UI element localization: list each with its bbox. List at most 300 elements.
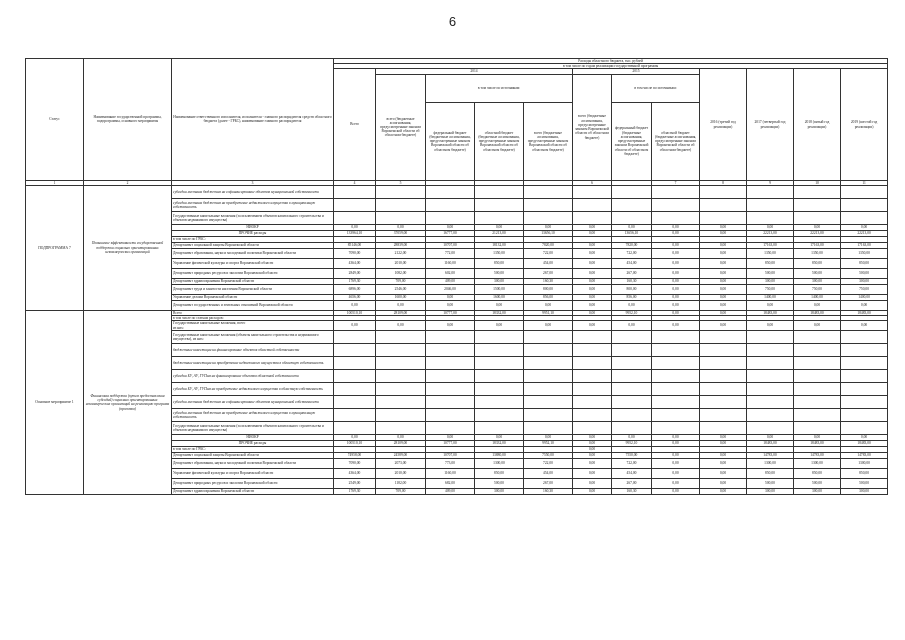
value-cell: 22213,00	[794, 230, 841, 236]
value-cell: 0,00	[426, 224, 475, 230]
header-2015-own: всего (бюджетные ассигнования, предусмотренные законом Воронежской области об областном бюджете)	[573, 74, 612, 180]
value-cell: 0,00	[700, 294, 747, 300]
value-cell: 1769,30	[334, 278, 376, 284]
value-cell: 160,30	[524, 278, 573, 284]
value-cell-empty	[334, 382, 376, 395]
value-cell: 0,00	[841, 300, 888, 310]
value-cell: 267,00	[612, 268, 652, 278]
value-cell: 0,00	[612, 224, 652, 230]
value-cell-empty	[334, 343, 376, 356]
value-cell: 454,00	[524, 258, 573, 268]
value-cell: 28109,00	[376, 440, 426, 446]
header-total: Всего	[334, 69, 376, 180]
value-cell-empty	[524, 395, 573, 408]
col-num: 6	[573, 180, 612, 185]
value-cell: 1300,00	[841, 458, 888, 468]
value-cell: 0,00	[573, 321, 612, 330]
value-cell: 4656,00	[334, 294, 376, 300]
value-cell: 0,00	[573, 268, 612, 278]
value-cell: 0,00	[700, 310, 747, 315]
row-label: НИОКР	[172, 224, 334, 230]
value-cell: 0,00	[794, 300, 841, 310]
value-cell: 0,00	[700, 468, 747, 478]
value-cell-empty	[794, 198, 841, 211]
value-cell: 0,00	[652, 230, 700, 236]
value-cell-empty	[841, 382, 888, 395]
value-cell: 0,00	[573, 434, 612, 440]
value-cell-empty	[524, 421, 573, 434]
value-cell: 0,00	[334, 434, 376, 440]
value-cell: 100510,10	[334, 440, 376, 446]
value-cell-empty	[334, 211, 376, 224]
value-cell: 0,00	[573, 458, 612, 468]
value-cell-empty	[652, 211, 700, 224]
value-cell-empty	[334, 369, 376, 382]
header-year-2015: 2015	[573, 69, 700, 74]
value-cell: 4364,00	[334, 468, 376, 478]
value-cell-empty	[652, 356, 700, 369]
row-label: НИОКР	[172, 434, 334, 440]
value-cell-empty	[700, 395, 747, 408]
row-label: Департамент государственных и земельных отношений Воронежской области	[172, 300, 334, 310]
value-cell-empty	[475, 382, 524, 395]
value-cell: 0,00	[376, 321, 426, 330]
value-cell-empty	[612, 198, 652, 211]
header-expenses: Расходы областного бюджета, тыс. рублей	[334, 59, 888, 64]
value-cell: 772,00	[426, 248, 475, 258]
value-cell: 0,00	[612, 434, 652, 440]
value-cell: 0,00	[334, 321, 376, 330]
value-cell: 1350,00	[794, 248, 841, 258]
value-cell-empty	[700, 343, 747, 356]
value-cell-empty	[700, 185, 747, 198]
value-cell-empty	[700, 421, 747, 434]
value-cell: 850,00	[794, 468, 841, 478]
value-cell: 2010,00	[376, 468, 426, 478]
note-label: субсидии местным бюджетам на софинансирование объектов муниципальной собственности	[172, 395, 334, 408]
value-cell: 850,00	[475, 468, 524, 478]
value-cell: 1600,00	[376, 294, 426, 300]
value-cell-empty	[612, 343, 652, 356]
value-cell: 18483,00	[841, 440, 888, 446]
value-cell-empty	[426, 356, 475, 369]
value-cell: 37059,00	[376, 230, 426, 236]
value-cell-empty	[524, 382, 573, 395]
value-cell: 9951,10	[524, 310, 573, 315]
value-cell: 409,00	[426, 488, 475, 494]
value-cell: 28109,00	[376, 310, 426, 315]
note-label: бюджетные инвестиции на приобретение недвижимого имущества в областную собственность	[172, 356, 334, 369]
row-label: Департамент труда и занятости населения Воронежской области	[172, 284, 334, 294]
note-label: субсидии местным бюджетам на приобретение недвижимого имущества в муниципальную собственность	[172, 198, 334, 211]
value-cell: 722,00	[612, 458, 652, 468]
value-cell: 0,00	[700, 278, 747, 284]
value-cell: 800,00	[524, 284, 573, 294]
value-cell: 14783,00	[794, 452, 841, 458]
value-cell-empty	[524, 330, 573, 343]
value-cell-empty	[612, 330, 652, 343]
value-cell-empty	[841, 395, 888, 408]
value-cell: 0,00	[652, 242, 700, 248]
value-cell: 0,00	[475, 321, 524, 330]
value-cell: 0,00	[573, 446, 612, 452]
value-cell: 17163,00	[794, 242, 841, 248]
value-cell: 0,00	[573, 258, 612, 268]
value-cell-empty	[475, 356, 524, 369]
value-cell-empty	[426, 408, 475, 421]
value-cell: 22213,00	[841, 230, 888, 236]
value-cell: 0,00	[652, 278, 700, 284]
note-label: субсидии БУ, АУ, ГУПам на приобретение недвижимого имущества в областную собственность	[172, 382, 334, 395]
value-cell: 773,00	[426, 458, 475, 468]
value-cell: 18332,00	[475, 310, 524, 315]
value-cell-empty	[794, 382, 841, 395]
value-cell: 0,00	[652, 268, 700, 278]
value-cell: 0,00	[426, 300, 475, 310]
value-cell: 1082,00	[376, 268, 426, 278]
value-cell: 0,00	[700, 300, 747, 310]
value-cell-empty	[573, 211, 612, 224]
value-cell: 2549,00	[334, 478, 376, 488]
row-label: Управление физической культуры и спорта Воронежской области	[172, 258, 334, 268]
section-status: Основное мероприятие 1	[26, 310, 84, 494]
header-year-2018: 2018 (пятый год реализации)	[794, 69, 841, 180]
value-cell: 850,00	[841, 258, 888, 268]
value-cell-empty	[700, 330, 747, 343]
value-cell-empty	[573, 330, 612, 343]
value-cell: 0,00	[700, 248, 747, 258]
value-cell: 0,00	[573, 468, 612, 478]
value-cell: 267,00	[524, 478, 573, 488]
value-cell: 1350,00	[475, 248, 524, 258]
value-cell: 0,00	[612, 321, 652, 330]
value-cell: 0,00	[376, 224, 426, 230]
value-cell-empty	[376, 356, 426, 369]
header-year-2017: 2017 (четвертый год реализации)	[747, 69, 794, 180]
value-cell-empty	[475, 330, 524, 343]
row-label: Управление физической культуры и спорта Воронежской области	[172, 468, 334, 478]
value-cell: 0,00	[652, 488, 700, 494]
value-cell: 0,00	[700, 440, 747, 446]
value-cell-empty	[700, 356, 747, 369]
value-cell: 1350,00	[747, 248, 794, 258]
value-cell: 0,00	[700, 321, 747, 330]
value-cell: 0,00	[426, 294, 475, 300]
value-cell: 0,00	[524, 224, 573, 230]
value-cell-empty	[376, 421, 426, 434]
value-cell: 0,00	[652, 294, 700, 300]
value-cell: 0,00	[524, 321, 573, 330]
value-cell: 0,00	[652, 452, 700, 458]
value-cell-empty	[334, 421, 376, 434]
value-cell: 850,00	[794, 258, 841, 268]
value-cell: 1350,00	[841, 248, 888, 258]
value-cell-empty	[794, 211, 841, 224]
value-cell: 2046,00	[426, 284, 475, 294]
value-cell: 267,00	[524, 268, 573, 278]
value-cell-empty	[700, 211, 747, 224]
value-cell: 500,00	[841, 268, 888, 278]
row-label: Департамент природных ресурсов и экологии Воронежской области	[172, 268, 334, 278]
value-cell: 454,00	[612, 468, 652, 478]
col-num: 1	[26, 180, 84, 185]
value-cell: 0,00	[573, 440, 612, 446]
value-cell-empty	[334, 198, 376, 211]
value-cell-empty	[612, 382, 652, 395]
value-cell: 500,00	[841, 478, 888, 488]
row-label: Департамент здравоохранения Воронежской области	[172, 488, 334, 494]
table-body	[26, 59, 888, 495]
value-cell-empty	[475, 395, 524, 408]
value-cell: 0,00	[573, 284, 612, 294]
value-cell-empty	[841, 421, 888, 434]
value-cell-empty	[794, 421, 841, 434]
value-cell-empty	[475, 408, 524, 421]
value-cell-empty	[573, 382, 612, 395]
value-cell: 300,00	[747, 278, 794, 284]
value-cell: 0,00	[794, 321, 841, 330]
value-cell: 409,00	[426, 278, 475, 284]
row-label: в том числе по ГРБС:	[172, 446, 334, 452]
header-year-2014: 2014	[376, 69, 573, 74]
value-cell-empty	[334, 330, 376, 343]
col-num: 5	[376, 180, 426, 185]
value-cell: 454,00	[612, 258, 652, 268]
value-cell: 300,00	[747, 488, 794, 494]
value-cell-empty	[524, 408, 573, 421]
value-cell: 7550,00	[524, 452, 573, 458]
value-cell: 0,00	[794, 434, 841, 440]
value-cell: 133964,10	[334, 230, 376, 236]
value-cell: 500,00	[794, 478, 841, 488]
value-cell: 0,00	[573, 248, 612, 258]
value-cell-empty	[747, 185, 794, 198]
value-cell: 500,00	[747, 268, 794, 278]
value-cell-empty	[652, 369, 700, 382]
row-label: Департамент социальной защиты Воронежской области	[172, 452, 334, 458]
note-label: субсидии БУ, АУ, ГУПам на финансирование объектов областной собственности	[172, 369, 334, 382]
value-cell-empty	[612, 369, 652, 382]
value-cell: 1300,00	[747, 458, 794, 468]
value-cell-empty	[612, 356, 652, 369]
value-cell: 160,30	[524, 488, 573, 494]
header-year-2019: 2019 (шестой год реализации)	[841, 69, 888, 180]
value-cell-empty	[524, 211, 573, 224]
header-2014-own-b: всего (бюджетные ассигнования, предусмотренные законом Воронежской области об областном бюджете)	[524, 102, 573, 180]
value-cell: 18483,00	[747, 310, 794, 315]
value-cell: 18483,00	[747, 440, 794, 446]
value-cell: 0,00	[573, 242, 612, 248]
value-cell: 0,00	[700, 224, 747, 230]
value-cell: 800,00	[612, 284, 652, 294]
value-cell: 300,00	[794, 488, 841, 494]
value-cell: 9952,10	[612, 440, 652, 446]
value-cell-empty	[700, 369, 747, 382]
value-cell: 1500,00	[475, 284, 524, 294]
value-cell: 750,00	[841, 284, 888, 294]
value-cell: 850,00	[841, 468, 888, 478]
col-num: 4	[334, 180, 376, 185]
value-cell-empty	[747, 211, 794, 224]
note-label: субсидии местным бюджетам на приобретение недвижимого имущества в муниципальную собственность	[172, 408, 334, 421]
value-cell-empty	[475, 198, 524, 211]
value-cell: 0,00	[573, 278, 612, 284]
value-cell: 18483,00	[794, 440, 841, 446]
note-label: Государственные капитальные вложения (объекты капитального строительства и недвижимого имущества), из них:	[172, 330, 334, 343]
value-cell: 856,00	[524, 294, 573, 300]
value-cell-empty	[573, 343, 612, 356]
row-label: Департамент образования, науки и молодежной политики Воронежской области	[172, 458, 334, 468]
value-cell-empty	[794, 185, 841, 198]
value-cell: 74958,00	[334, 452, 376, 458]
value-cell-empty	[747, 382, 794, 395]
cap-sub-text: из них:	[173, 325, 184, 330]
value-cell: 6896,00	[334, 284, 376, 294]
value-cell-empty	[524, 343, 573, 356]
col-num: 11	[841, 180, 888, 185]
value-cell: 0,00	[652, 258, 700, 268]
value-cell: 0,00	[573, 478, 612, 488]
value-cell-empty	[573, 395, 612, 408]
value-cell: 0,00	[573, 488, 612, 494]
value-cell: 0,00	[612, 300, 652, 310]
value-cell: 750,00	[794, 284, 841, 294]
value-cell-empty	[475, 421, 524, 434]
value-cell: 0,00	[700, 258, 747, 268]
value-cell: 18483,00	[794, 310, 841, 315]
value-cell: 13656,10	[524, 230, 573, 236]
note-label: субсидии местным бюджетам на софинансирование объектов муниципальной собственности	[172, 185, 334, 198]
value-cell-empty	[747, 330, 794, 343]
value-cell: 300,00	[841, 488, 888, 494]
header-expenses-sub: в том числе по годам реализации государственной программы	[334, 64, 888, 69]
value-cell: 0,00	[794, 224, 841, 230]
value-cell: 0,00	[573, 310, 612, 315]
value-cell: 18483,00	[841, 310, 888, 315]
cap-label	[172, 321, 334, 330]
header-2014-federal: федеральный бюджет (бюджетные ассигнования, предусмотренные законом Воронежской области об областном бюджете)	[426, 102, 475, 180]
value-cell: 0,00	[747, 321, 794, 330]
col-num: 7	[652, 180, 700, 185]
value-cell: 1300,00	[475, 458, 524, 468]
value-cell-empty	[426, 211, 475, 224]
note-label: бюджетные инвестиции на финансирование объектов областной собственности	[172, 343, 334, 356]
value-cell-empty	[376, 185, 426, 198]
value-cell: 850,00	[747, 258, 794, 268]
value-cell: 0,00	[747, 224, 794, 230]
value-cell-empty	[376, 211, 426, 224]
note-row	[26, 185, 888, 198]
page-number: 6	[448, 14, 457, 29]
value-cell: 0,00	[841, 224, 888, 230]
value-cell-empty	[794, 408, 841, 421]
value-cell: 0,00	[841, 321, 888, 330]
value-cell-empty	[747, 198, 794, 211]
value-cell: 856,00	[612, 294, 652, 300]
value-cell: 13656,10	[612, 230, 652, 236]
value-cell: 0,00	[700, 478, 747, 488]
row-label: Управление делами Воронежской области	[172, 294, 334, 300]
header-2015-incl: в том числе по источникам:	[612, 74, 700, 102]
value-cell-empty	[794, 395, 841, 408]
value-cell-empty	[475, 343, 524, 356]
header-2015-federal: федеральный бюджет (бюджетные ассигнования, предусмотренные законом Воронежской области об областном бюджете)	[612, 102, 652, 180]
value-cell-empty	[376, 330, 426, 343]
value-cell-empty	[573, 356, 612, 369]
value-cell-empty	[426, 395, 475, 408]
value-cell: 1400,00	[841, 294, 888, 300]
value-cell-empty	[426, 382, 475, 395]
row-label: ПРОЧИЕ расходы	[172, 440, 334, 446]
value-cell-empty	[573, 198, 612, 211]
value-cell: 10707,00	[426, 242, 475, 248]
value-cell-empty	[573, 369, 612, 382]
value-cell-empty	[747, 421, 794, 434]
value-cell: 300,00	[794, 278, 841, 284]
value-cell-empty	[747, 356, 794, 369]
value-cell: 0,00	[700, 284, 747, 294]
section-name: Финансовая поддержка (путем предоставления субсидий) социально ориентированных некоммерческих организаций на реализацию программ (проектов)	[84, 310, 172, 494]
row-label: ПРОЧИЕ расходы	[172, 230, 334, 236]
value-cell: 17163,00	[841, 242, 888, 248]
value-cell: 21213,00	[475, 230, 524, 236]
value-cell-empty	[426, 343, 475, 356]
value-cell: 9952,10	[612, 310, 652, 315]
value-cell-empty	[475, 211, 524, 224]
value-cell: 2546,00	[376, 284, 426, 294]
value-cell-empty	[475, 185, 524, 198]
budget-table	[25, 58, 888, 495]
value-cell-empty	[334, 185, 376, 198]
value-cell: 0,00	[700, 242, 747, 248]
value-cell-empty	[612, 408, 652, 421]
row-label: в том числе по ГРБС:	[172, 236, 334, 242]
row-label: Департамент социальной защиты Воронежской области	[172, 242, 334, 248]
header-2014-own: всего (бюджетные ассигнования, предусмотренные законом Воронежской области об областном бюджете)	[376, 74, 426, 180]
value-cell: 500,00	[794, 268, 841, 278]
value-cell-empty	[700, 198, 747, 211]
value-cell-empty	[841, 408, 888, 421]
value-cell: 1600,00	[475, 294, 524, 300]
value-cell: 0,00	[652, 440, 700, 446]
value-cell-empty	[747, 369, 794, 382]
value-cell: 850,00	[475, 258, 524, 268]
value-cell-empty	[426, 198, 475, 211]
value-cell: 17163,00	[747, 242, 794, 248]
value-cell-empty	[747, 395, 794, 408]
value-cell-empty	[376, 369, 426, 382]
value-cell-empty	[334, 408, 376, 421]
note-label: Государственные капитальные вложения (за исключением объектов капитального строительства и объектов недвижимого имущества)	[172, 421, 334, 434]
value-cell: 7820,00	[524, 242, 573, 248]
value-cell: 0,00	[652, 248, 700, 258]
value-cell: 0,00	[573, 230, 612, 236]
value-cell-empty	[841, 369, 888, 382]
row-label: Департамент здравоохранения Воронежской области	[172, 278, 334, 284]
value-cell-empty	[426, 369, 475, 382]
value-cell-empty	[426, 421, 475, 434]
value-cell: 0,00	[376, 434, 426, 440]
value-cell: 709,00	[376, 278, 426, 284]
value-cell-empty	[652, 185, 700, 198]
value-cell: 0,00	[426, 434, 475, 440]
value-cell: 722,00	[524, 458, 573, 468]
value-cell-empty	[612, 211, 652, 224]
value-cell: 1160,00	[426, 258, 475, 268]
value-cell-empty	[524, 198, 573, 211]
value-cell: 16777,00	[426, 230, 475, 236]
value-cell: 1769,30	[334, 488, 376, 494]
